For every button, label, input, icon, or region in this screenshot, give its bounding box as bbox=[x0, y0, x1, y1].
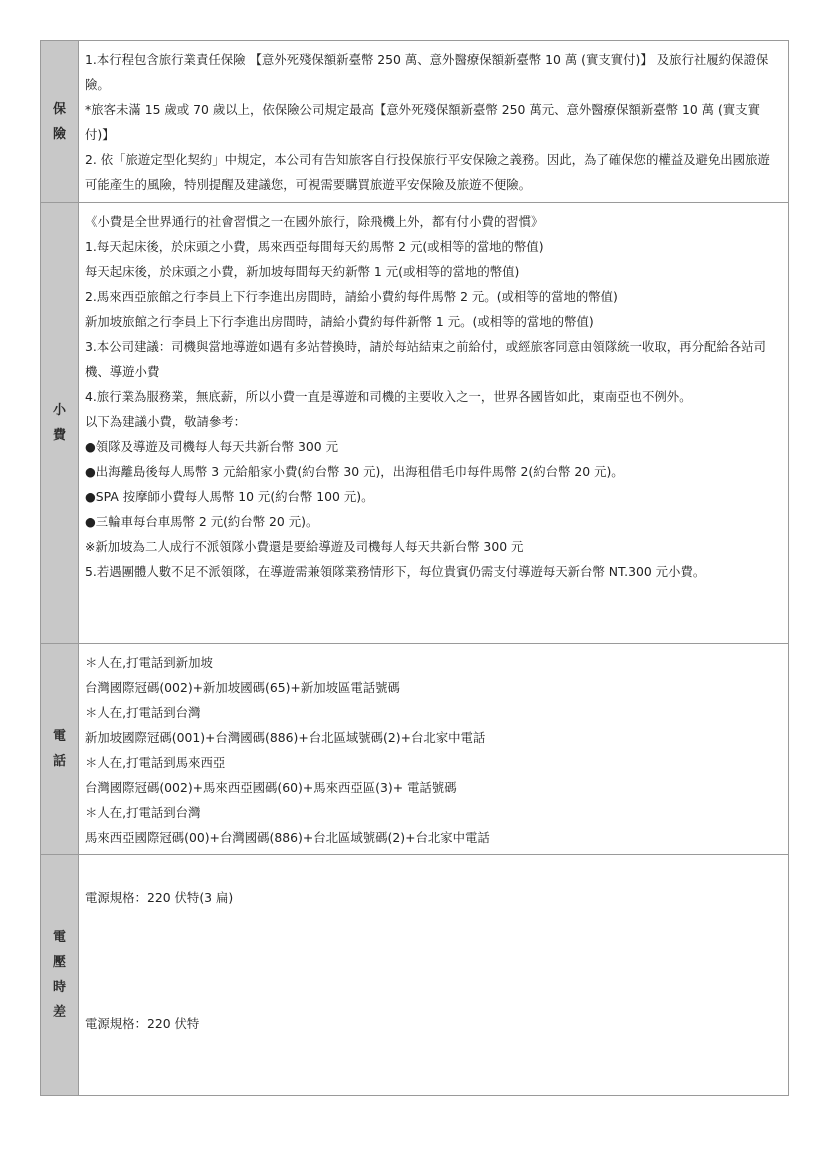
phone-label: 電 話 bbox=[41, 644, 79, 854]
insurance-row bbox=[41, 41, 788, 203]
tips-line: ●三輪車每台車馬幣 2 元(約台幣 20 元)。 bbox=[85, 514, 319, 529]
tips-line: 3.本公司建議：司機與當地導遊如遇有多站替換時，請於每站結束之前給付，或經旅客同意由領隊統一收取，再分配給各站司機、導遊小費 bbox=[85, 339, 766, 379]
phone-line: 台灣國際冠碼(002)+新加坡國碼(65)+新加坡區電話號碼 bbox=[85, 680, 400, 695]
tips-content bbox=[79, 203, 788, 643]
tips-line: 2.馬來西亞旅館之行李員上下行李進出房間時，請給小費約每件馬幣 2 元。(或相等的當地的幣值) bbox=[85, 289, 618, 304]
tips-line: 每天起床後，於床頭之小費，新加坡每間每天約新幣 1 元(或相等的當地的幣值) bbox=[85, 264, 520, 279]
tips-line: 《小費是全世界通行的社會習慣之一在國外旅行，除飛機上外，都有付小費的習慣》 bbox=[85, 214, 544, 229]
insurance-line: 1.本行程包含旅行業責任保險 【意外死殘保額新臺幣 250 萬、意外醫療保額新臺幣 10 萬 (實支實付)】 及旅行社履約保證保險。 bbox=[85, 52, 769, 92]
tips-line: ※新加坡為二人成行不派領隊小費還是要給導遊及司機每人每天共新台幣 300 元 bbox=[85, 539, 524, 554]
insurance-line: *旅客未滿 15 歲或 70 歲以上，依保險公司規定最高【意外死殘保額新臺幣 250 萬元、意外醫療保額新臺幣 10 萬 (實支實付)】 bbox=[85, 102, 761, 142]
phone-line: 新加坡國際冠碼(001)+台灣國碼(886)+台北區域號碼(2)+台北家中電話 bbox=[85, 730, 486, 745]
tips-line: 1.每天起床後，於床頭之小費，馬來西亞每間每天約馬幣 2 元(或相等的當地的幣值) bbox=[85, 239, 544, 254]
voltage-content bbox=[79, 855, 788, 1095]
insurance-content bbox=[79, 41, 788, 202]
phone-line: 台灣國際冠碼(002)+馬來西亞國碼(60)+馬來西亞區(3)+ 電話號碼 bbox=[85, 780, 457, 795]
phone-line: ＊人在,打電話到新加坡 bbox=[85, 655, 213, 670]
insurance-line: 2. 依「旅遊定型化契約」中規定，本公司有告知旅客自行投保旅行平安保險之義務。因此，為了確保您的權益及避免出國旅遊可能產生的風險，特別提醒及建議您，可視需要購買旅遊平安保險及旅遊不便險。 bbox=[85, 152, 770, 192]
insurance-label: 保 險 bbox=[41, 41, 79, 202]
voltage-label: 電 壓 時 差 bbox=[41, 855, 79, 1095]
phone-line: ＊人在,打電話到馬來西亞 bbox=[85, 755, 226, 770]
info-table bbox=[40, 40, 789, 1096]
phone-line: ＊人在,打電話到台灣 bbox=[85, 705, 201, 720]
tips-label: 小 費 bbox=[41, 203, 79, 643]
tips-line: 4.旅行業為服務業，無底薪，所以小費一直是導遊和司機的主要收入之一，世界各國皆如此，東南亞也不例外。 bbox=[85, 389, 692, 404]
tips-line: 以下為建議小費，敬請參考： bbox=[85, 414, 247, 429]
phone-row bbox=[41, 644, 788, 855]
voltage-spec-1: 電源規格：220 伏特(3 扁) bbox=[85, 890, 234, 905]
tips-line: ●領隊及導遊及司機每人每天共新台幣 300 元 bbox=[85, 439, 338, 454]
phone-line: 馬來西亞國際冠碼(00)+台灣國碼(886)+台北區域號碼(2)+台北家中電話 bbox=[85, 830, 490, 845]
voltage-row bbox=[41, 855, 788, 1096]
phone-line: ＊人在,打電話到台灣 bbox=[85, 805, 201, 820]
voltage-spec-2: 電源規格：220 伏特 bbox=[85, 1016, 200, 1031]
tips-line: ●SPA 按摩師小費每人馬幣 10 元(約台幣 100 元)。 bbox=[85, 489, 374, 504]
phone-content bbox=[79, 644, 788, 854]
tips-line: ●出海離島後每人馬幣 3 元給船家小費(約台幣 30 元)，出海租借毛巾每件馬幣 2(約台幣 20 元)。 bbox=[85, 464, 624, 479]
tips-row bbox=[41, 203, 788, 644]
tips-line: 5.若遇團體人數不足不派領隊，在導遊需兼領隊業務情形下，每位貴賓仍需支付導遊每天新台幣 NT.300 元小費。 bbox=[85, 564, 706, 579]
tips-line: 新加坡旅館之行李員上下行李進出房間時，請給小費約每件新幣 1 元。(或相等的當地的幣值) bbox=[85, 314, 594, 329]
